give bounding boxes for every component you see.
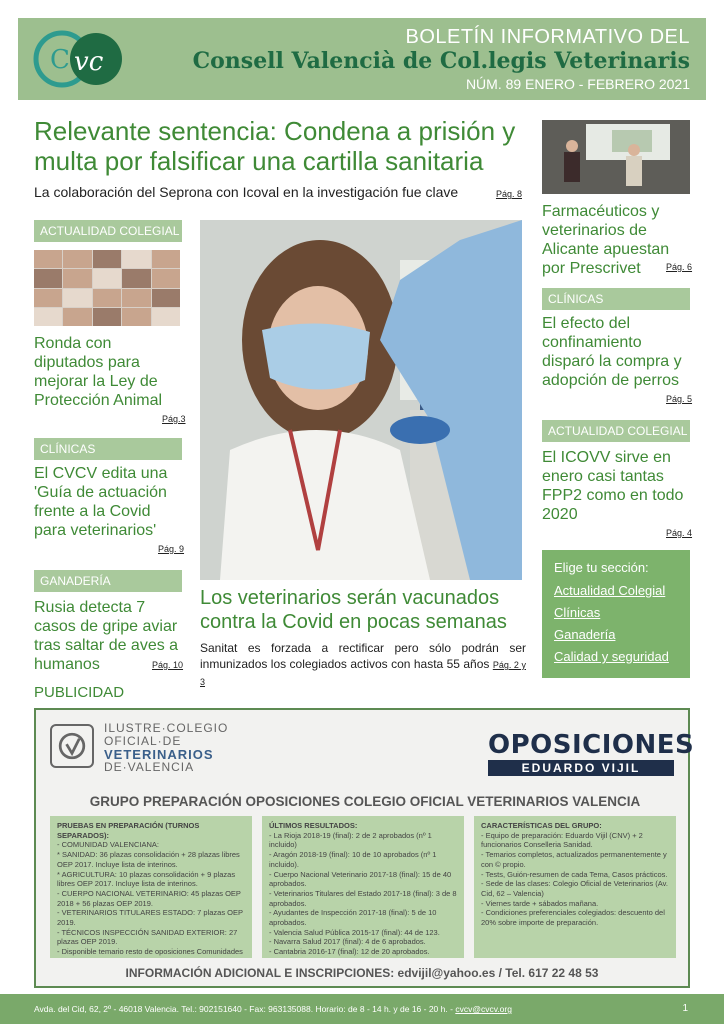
advertisement[interactable] (34, 708, 695, 988)
list-item: - Disponible temario resto de oposiciones Comunidades (57, 947, 243, 957)
main-story-subcaption (200, 640, 526, 690)
story-prescrivet-title[interactable]: Farmacéuticos y veterinarios de Alicante apuestan por Prescrivet (542, 203, 670, 277)
issue-number: NÚM. 89 ENERO - FEBRERO 2021 (465, 76, 690, 92)
section-link-clinicas[interactable]: Clínicas (554, 605, 601, 620)
story-ronda-page-link[interactable]: Pág.3 (162, 414, 186, 424)
section-link-ganaderia[interactable]: Ganadería (554, 627, 616, 642)
footer-address: Avda. del Cid, 62, 2º - 46018 Valencia. Tel.: 902151640 - Fax: 963135088. Horario: de 8 - 14 h. y de 16 - 20 h. - (34, 1004, 453, 1014)
list-item: - Navarra Salud 2017 (final): 4 de 6 aprobados. (269, 937, 426, 947)
colegio-line1: ILUSTRE·COLEGIO (104, 721, 229, 735)
list-item: * AGRICULTURA: 10 plazas consolidación + 9 plazas libres OEP 2017. Incluye lista de interinos. (57, 869, 236, 889)
video-call-photo (34, 250, 180, 326)
story-prescrivet-page-link[interactable]: Pág. 6 (666, 262, 693, 272)
section-navigation-title: Elige tu sección: (554, 560, 649, 575)
ad-column-pruebas-title: PRUEBAS EN PREPARACIÓN (TURNOS SEPARADOS): (57, 821, 200, 840)
section-bar-actualidad-right: ACTUALIDAD COLEGIAL (542, 420, 690, 442)
story-ffp2-page-link[interactable]: Pág. 4 (666, 528, 693, 538)
ad-contact-info[interactable]: INFORMACIÓN ADICIONAL E INSCRIPCIONES: edvijil@yahoo.es / Tel. 617 22 48 53 (125, 966, 599, 980)
colegio-logo-icon (50, 724, 94, 768)
story-guia-title[interactable]: El CVCV edita una 'Guía de actuación frente a la Covid para veterinarios' (34, 465, 168, 539)
section-link-actualidad[interactable]: Actualidad Colegial (554, 583, 666, 598)
list-item: - La Rioja 2018-19 (final): 2 de 2 aprobados (nº 1 incluido) (269, 830, 432, 850)
list-item: - Valencia Salud Pública 2015-17 (final): 44 de 123. (269, 927, 440, 937)
lead-headline[interactable]: Relevante sentencia: Condena a prisión y multa por falsificar una cartilla sanitaria (34, 116, 516, 176)
vaccination-photo (200, 220, 522, 580)
main-story-subcaption-text: Sanitat es forzada a rectificar pero sólo podrán ser inmunizados los colegiados activos con hasta 55 años (200, 641, 526, 671)
list-item: - Veterinarios Titulares del Estado 2017-18 (final): 3 de 8 aprobados. (269, 888, 457, 908)
main-story-caption[interactable]: Los veterinarios serán vacunados contra la Covid en pocas semanas (200, 587, 507, 633)
main-story-page-link[interactable]: Pág. 2 y 3 (200, 660, 526, 687)
section-bar-ganaderia: GANADERÍA (34, 570, 182, 592)
list-item: - Ayudantes de Inspección 2017-18 (final): 5 de 10 aprobados. (269, 908, 437, 928)
ad-column-caracteristicas (474, 816, 676, 958)
story-confinamiento-page-link[interactable]: Pág. 5 (666, 394, 693, 404)
lead-page-link[interactable]: Pág. 8 (495, 189, 522, 199)
section-link-calidad[interactable]: Calidad y seguridad (554, 649, 669, 664)
colegio-line3: VETERINARIOS (104, 747, 214, 762)
ad-column-resultados-title: ÚLTIMOS RESULTADOS: (269, 821, 358, 830)
svg-text:vc: vc (74, 47, 104, 77)
story-ronda-title[interactable]: Ronda con diputados para mejorar la Ley de Protección Animal (34, 335, 163, 409)
footer-email-link[interactable]: cvcv@cvcv.org (455, 1004, 512, 1014)
ad-group-title: GRUPO PREPARACIÓN OPOSICIONES COLEGIO OFICIAL VETERINARIOS VALENCIA (89, 794, 641, 809)
section-bar-clinicas: CLÍNICAS (34, 438, 182, 460)
story-gripe-page-link[interactable]: Pág. 10 (152, 660, 184, 670)
list-item: - Tests, Guión-resumen de cada Tema, Casos prácticos. (481, 869, 668, 879)
page-number: 1 (682, 1003, 688, 1014)
section-navigation (542, 550, 690, 678)
lead-subtitle-text: La colaboración del Seprona con Icoval en la investigación fue clave (34, 184, 459, 200)
list-item (269, 957, 457, 958)
story-confinamiento-title[interactable]: El efecto del confinamiento disparó la compra y adopción de perros (542, 315, 682, 389)
oposiciones-title: OPOSICIONES (488, 730, 695, 760)
colegio-name (104, 722, 228, 774)
ad-column-caracteristicas-title: CARACTERÍSTICAS DEL GRUPO: (481, 821, 602, 830)
ad-column-pruebas (50, 816, 252, 958)
oposiciones-subtitle: EDUARDO VIJIL (488, 760, 674, 776)
story-gripe-title[interactable]: Rusia detecta 7 casos de gripe aviar tras saltar de aves a humanos (34, 599, 179, 673)
colegio-line2: OFICIAL·DE (104, 734, 182, 748)
list-item: - Condiciones preferenciales colegiados: descuento del 20% sobre importe de preparación. (481, 908, 665, 928)
list-item: - Viernes tarde + sábados mañana. (481, 898, 599, 908)
list-item: - VETERINARIOS TITULARES ESTADO: 7 plazas OEP 2019. (57, 908, 243, 928)
lead-subtitle (34, 184, 522, 200)
svg-text:C: C (50, 45, 70, 75)
list-item: - COMUNIDAD VALENCIANA: (57, 840, 159, 850)
ad-column-resultados (262, 816, 464, 958)
list-item: - Equipo de preparación: Eduardo Vijil (CNV) + 2 funcionarios Conselleria Sanidad. (481, 830, 643, 850)
list-item: * SANIDAD: 36 plazas consolidación + 28 plazas libres OEP 2017. Incluye lista de interinos. (57, 850, 240, 869)
list-item: - TÉCNICOS INSPECCIÓN SANIDAD EXTERIOR: 27 plazas OEP 2019. (57, 927, 238, 947)
presentation-illustration (542, 120, 690, 194)
vaccination-illustration (200, 220, 522, 580)
masthead-line1: BOLETÍN INFORMATIVO DEL (405, 26, 690, 48)
list-item: - Sede de las clases: Colegio Oficial de Veterinarios (Av. Cid, 62 – Valencia) (481, 879, 668, 898)
list-item: - Cuerpo Nacional Veterinario 2017-18 (final): 15 de 40 aprobados. (269, 869, 452, 889)
story-ffp2-title[interactable]: El ICOVV sirve en enero casi tantas FPP2 como en todo 2020 (542, 449, 684, 523)
section-bar-clinicas-right: CLÍNICAS (542, 288, 690, 310)
list-item: - Cantabria 2016-17 (final): 12 de 20 aprobados. (269, 947, 430, 957)
masthead-title: Consell Valencià de Col.legis Veterinaris (192, 48, 690, 74)
presentation-photo (542, 120, 690, 194)
list-item: - Temarios completos, actualizados permanentemente y con © propio. (481, 850, 667, 869)
oposiciones-brand (488, 730, 695, 776)
list-item: - Aragón 2018-19 (final): 10 de 10 aprobados (nº 1 incluido). (269, 850, 437, 869)
masthead (18, 18, 706, 100)
colegio-line4: DE·VALENCIA (104, 760, 195, 774)
list-item: - CUERPO NACIONAL VETERINARIO: 45 plazas OEP 2018 + 56 plazas OEP 2019. (57, 888, 241, 908)
footer (0, 994, 724, 1024)
section-bar-actualidad: ACTUALIDAD COLEGIAL (34, 220, 182, 242)
story-guia-page-link[interactable]: Pág. 9 (158, 544, 185, 554)
advertising-label: PUBLICIDAD (34, 684, 125, 701)
cvcv-logo-icon (32, 28, 128, 90)
